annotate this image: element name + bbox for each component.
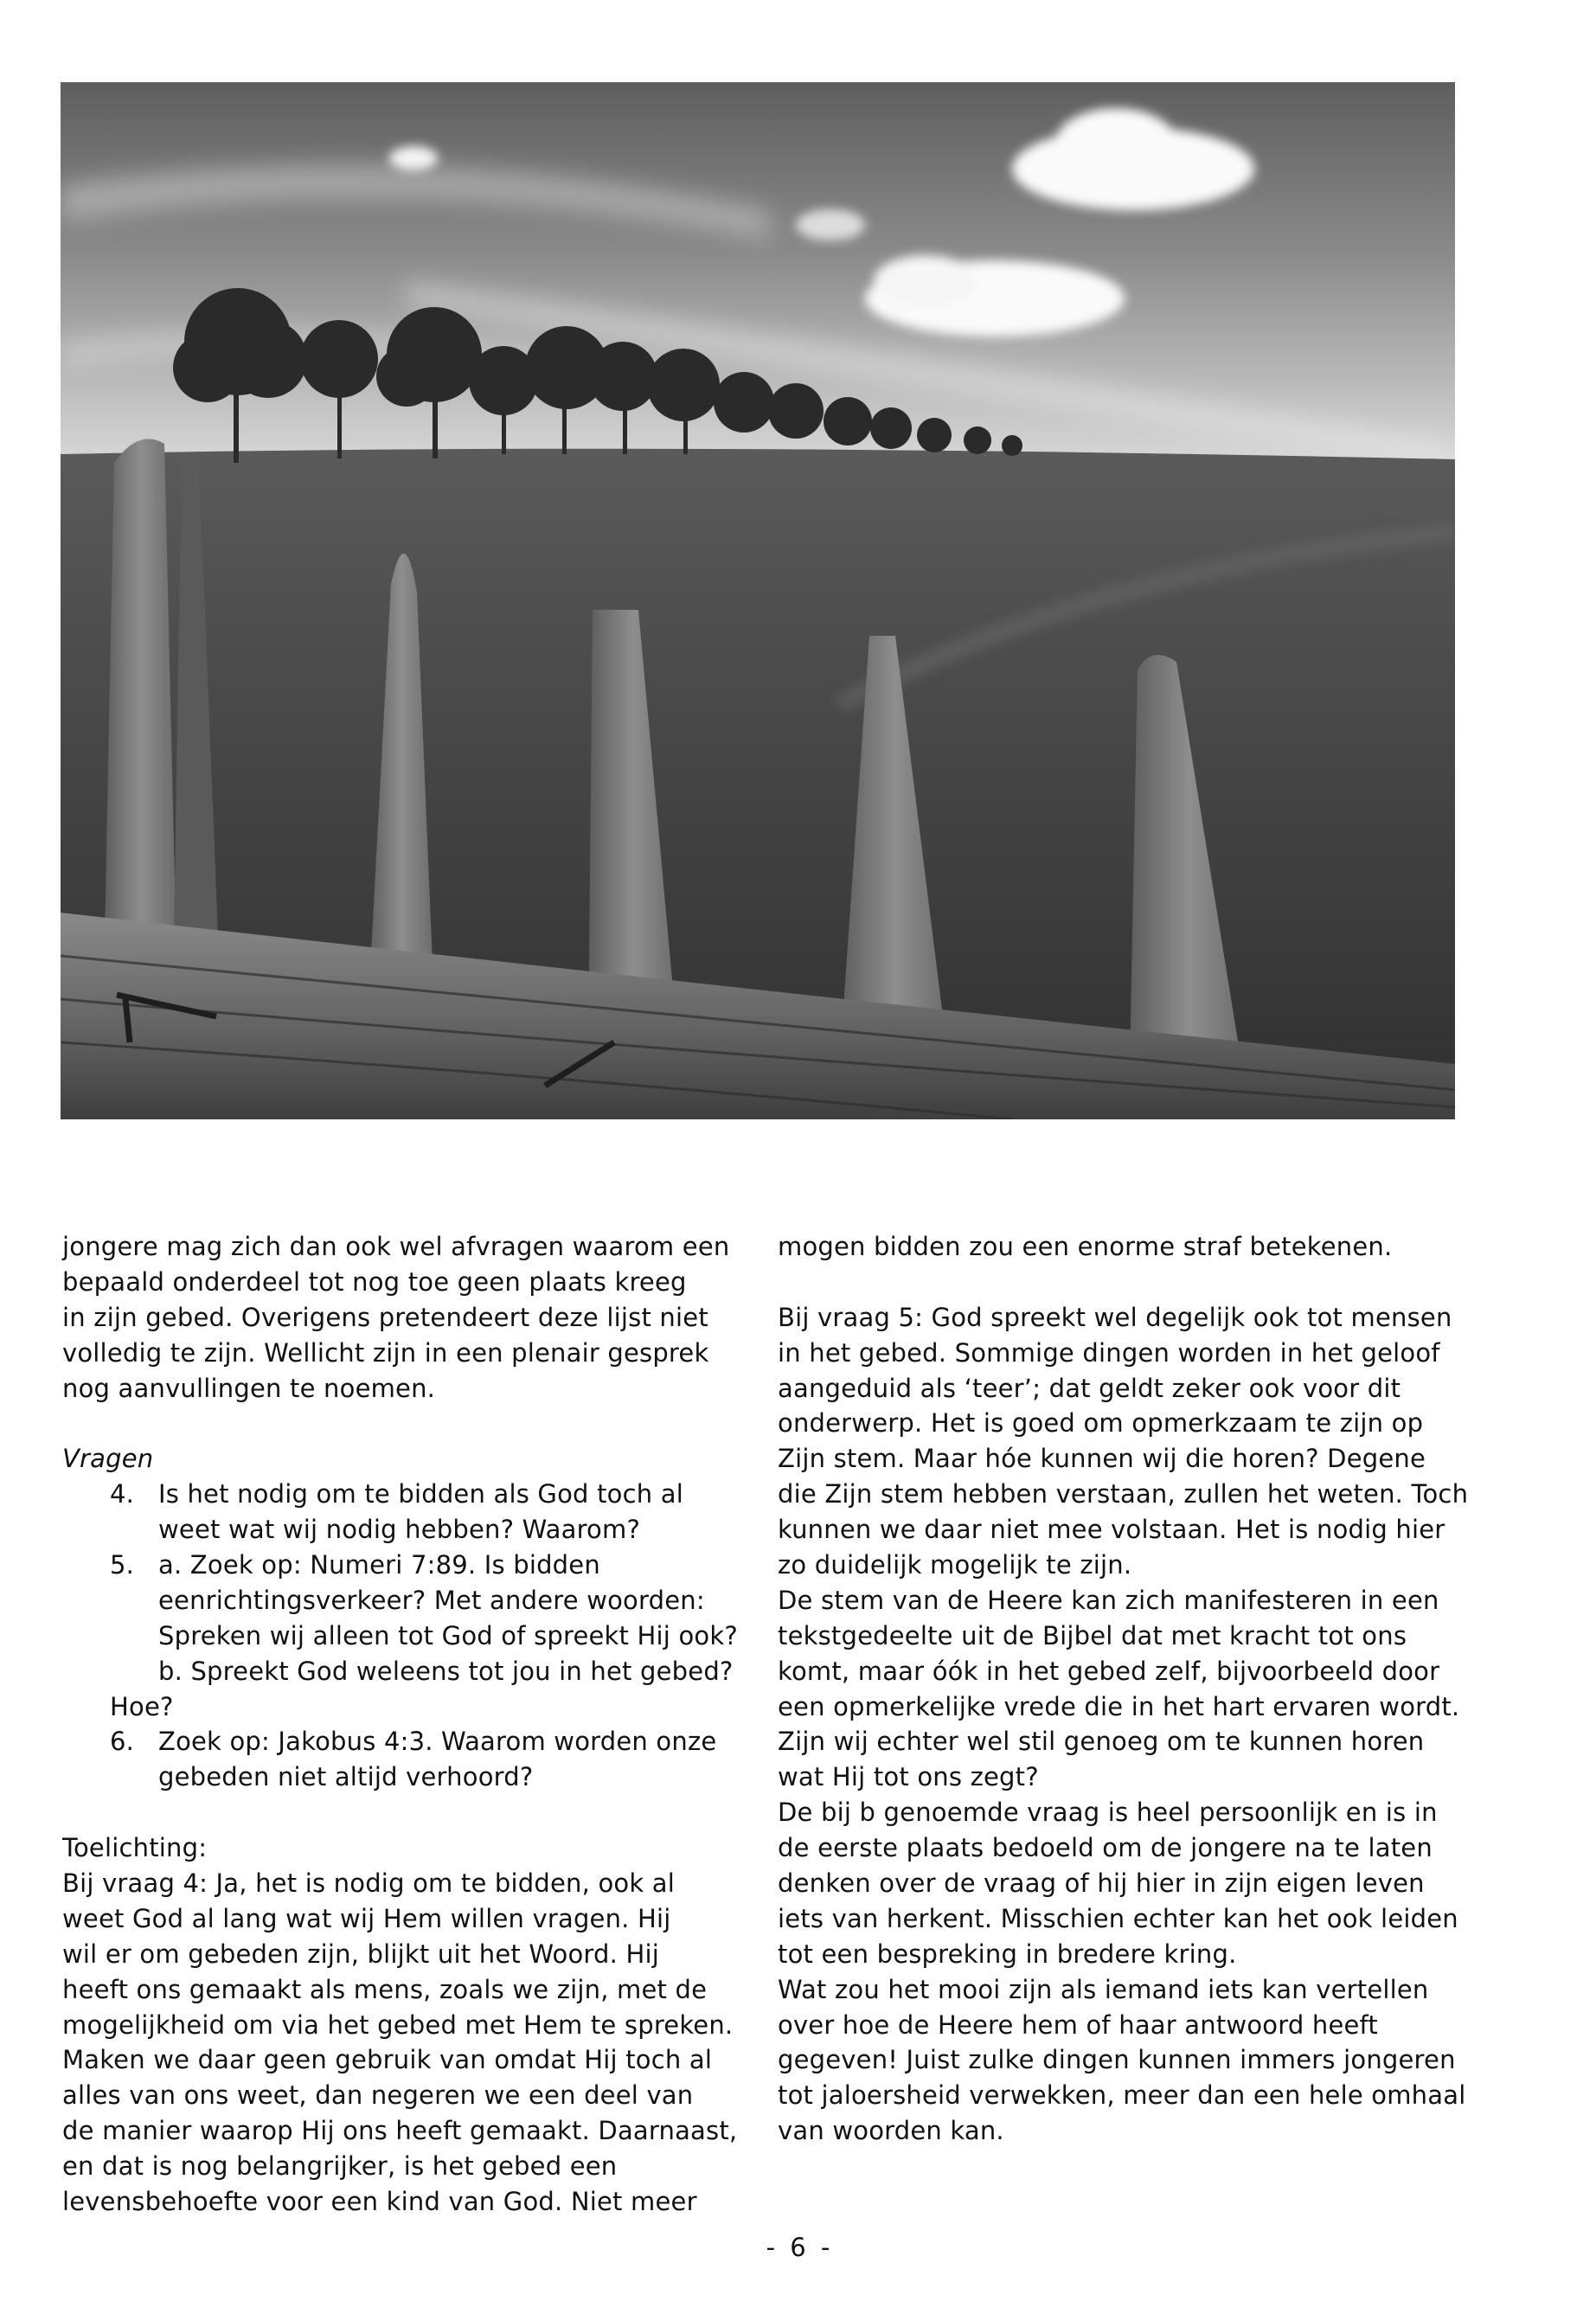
question-text: weet wat wij nodig hebben? Waarom? — [158, 1515, 641, 1545]
body-line: Bij vraag 5: God spreekt wel degelijk ook tot mensen — [778, 1302, 1452, 1332]
body-line: komt, maar óók in het gebed zelf, bijvoorbeeld door — [778, 1656, 1440, 1686]
body-line: tot een bespreking in bredere kring. — [778, 1939, 1237, 1969]
question-number: 6. — [110, 1727, 135, 1757]
body-line: De stem van de Heere kan zich manifesteren in een — [778, 1585, 1439, 1615]
explanation-line: de manier waarop Hij ons heeft gemaakt. Daarnaast, — [62, 2116, 738, 2146]
question-number: 5. — [110, 1550, 135, 1580]
explanation-line: heeft ons gemaakt als mens, zoals we zijn, met de — [62, 1974, 708, 2004]
body-line: onderwerp. Het is goed om opmerkzaam te zijn op — [778, 1408, 1424, 1439]
body-line: zo duidelijk mogelijk te zijn. — [778, 1550, 1132, 1580]
question-5 — [62, 1548, 746, 1583]
body-line: tekstgedeelte uit de Bijbel dat met kracht tot ons — [778, 1620, 1407, 1650]
body-line: denken over de vraag of hij hier in zijn eigen leven — [778, 1868, 1425, 1899]
left-column — [62, 1229, 746, 2220]
explanation-line: en dat is nog belangrijker, is het gebed een — [62, 2151, 618, 2182]
question-text: a. Zoek op: Numeri 7:89. Is bidden — [158, 1550, 600, 1580]
body-line: Zijn stem. Maar hóe kunnen wij die horen? Degene — [778, 1444, 1426, 1474]
body-line: gegeven! Juist zulke dingen kunnen immers jongeren — [778, 2045, 1456, 2075]
intro-line: volledig te zijn. Wellicht zijn in een plenair gesprek — [62, 1337, 709, 1368]
right-column — [778, 1229, 1478, 2149]
body-line: over hoe de Heere hem of haar antwoord heeft — [778, 2009, 1378, 2040]
body-line: een opmerkelijke vrede die in het hart ervaren wordt. — [778, 1691, 1460, 1721]
landscape-photo — [61, 82, 1455, 1119]
body-line: wat Hij tot ons zegt? — [778, 1762, 1039, 1792]
question-text: Hoe? — [110, 1691, 174, 1721]
body-line: aangeduid als ‘teer’; dat geldt zeker ook voor dit — [778, 1373, 1401, 1403]
body-line: Zijn wij echter wel stil genoeg om te kunnen horen — [778, 1727, 1425, 1757]
spacer — [62, 1795, 746, 1830]
cloud-small — [389, 146, 438, 170]
explanation-line: levensbehoefte voor een kind van God. Niet meer — [62, 2187, 697, 2217]
body-line: tot jaloersheid verwekken, meer dan een hele omhaal — [778, 2080, 1466, 2111]
body-line: de eerste plaats bedoeld om de jongere na te laten — [778, 1833, 1433, 1863]
intro-line: nog aanvullingen te noemen. — [62, 1373, 436, 1403]
explanation-line: mogelijkheid om via het gebed met Hem te spreken. — [62, 2009, 734, 2040]
spacer — [62, 1406, 746, 1441]
explanation-line: wil er om gebeden zijn, blijkt uit het Woord. Hij — [62, 1939, 659, 1969]
paragraph-end — [778, 1972, 1478, 2149]
question-text: eenrichtingsverkeer? Met andere woorden: — [158, 1585, 705, 1615]
body-line: kunnen we daar niet mee volstaan. Het is nodig hier — [778, 1515, 1445, 1545]
question-6 — [62, 1724, 746, 1759]
paragraph-question-5 — [778, 1300, 1478, 1583]
explanation-heading: Toelichting: — [62, 1833, 208, 1863]
question-text: b. Spreekt God weleens tot jou in het gebed? — [158, 1656, 734, 1686]
body-line: Wat zou het mooi zijn als iemand iets kan vertellen — [778, 1974, 1429, 2004]
question-number: 4. — [110, 1479, 135, 1509]
intro-line: bepaald onderdeel tot nog toe geen plaats kreeg — [62, 1266, 687, 1297]
paragraph-b — [778, 1795, 1478, 1971]
paragraph-voice — [778, 1583, 1478, 1795]
question-text: Zoek op: Jakobus 4:3. Waarom worden onze — [158, 1727, 717, 1757]
body-line: mogen bidden zou een enorme straf betekenen. — [778, 1232, 1393, 1261]
body-line: iets van herkent. Misschien echter kan het ook leiden — [778, 1903, 1458, 1933]
question-4 — [62, 1477, 746, 1512]
explanation-line: Bij vraag 4: Ja, het is nodig om te bidden, ook al — [62, 1868, 675, 1899]
question-text: Is het nodig om te bidden als God toch al — [158, 1479, 683, 1509]
body-line: van woorden kan. — [778, 2116, 1004, 2146]
photo-illustration — [61, 82, 1455, 1119]
page-number: - 6 - — [766, 2233, 830, 2262]
question-text: gebeden niet altijd verhoord? — [158, 1762, 534, 1792]
explanation-line: weet God al lang wat wij Hem willen vragen. Hij — [62, 1903, 671, 1933]
spacer — [778, 1265, 1478, 1300]
body-line: die Zijn stem hebben verstaan, zullen het weten. Toch — [778, 1479, 1469, 1509]
questions-heading: Vragen — [62, 1444, 154, 1474]
intro-line: in zijn gebed. Overigens pretendeert deze lijst niet — [62, 1302, 708, 1332]
body-line: De bij b genoemde vraag is heel persoonlijk en is in — [778, 1798, 1438, 1828]
explanation-line: Maken we daar geen gebruik van omdat Hij toch al — [62, 2045, 713, 2075]
intro-line: jongere mag zich dan ook wel afvragen waarom een — [62, 1232, 730, 1261]
body-line: in het gebed. Sommige dingen worden in het geloof — [778, 1337, 1440, 1368]
explanation-line: alles van ons weet, dan negeren we een deel van — [62, 2080, 694, 2111]
question-text: Spreken wij alleen tot God of spreekt Hij ook? — [158, 1620, 738, 1650]
